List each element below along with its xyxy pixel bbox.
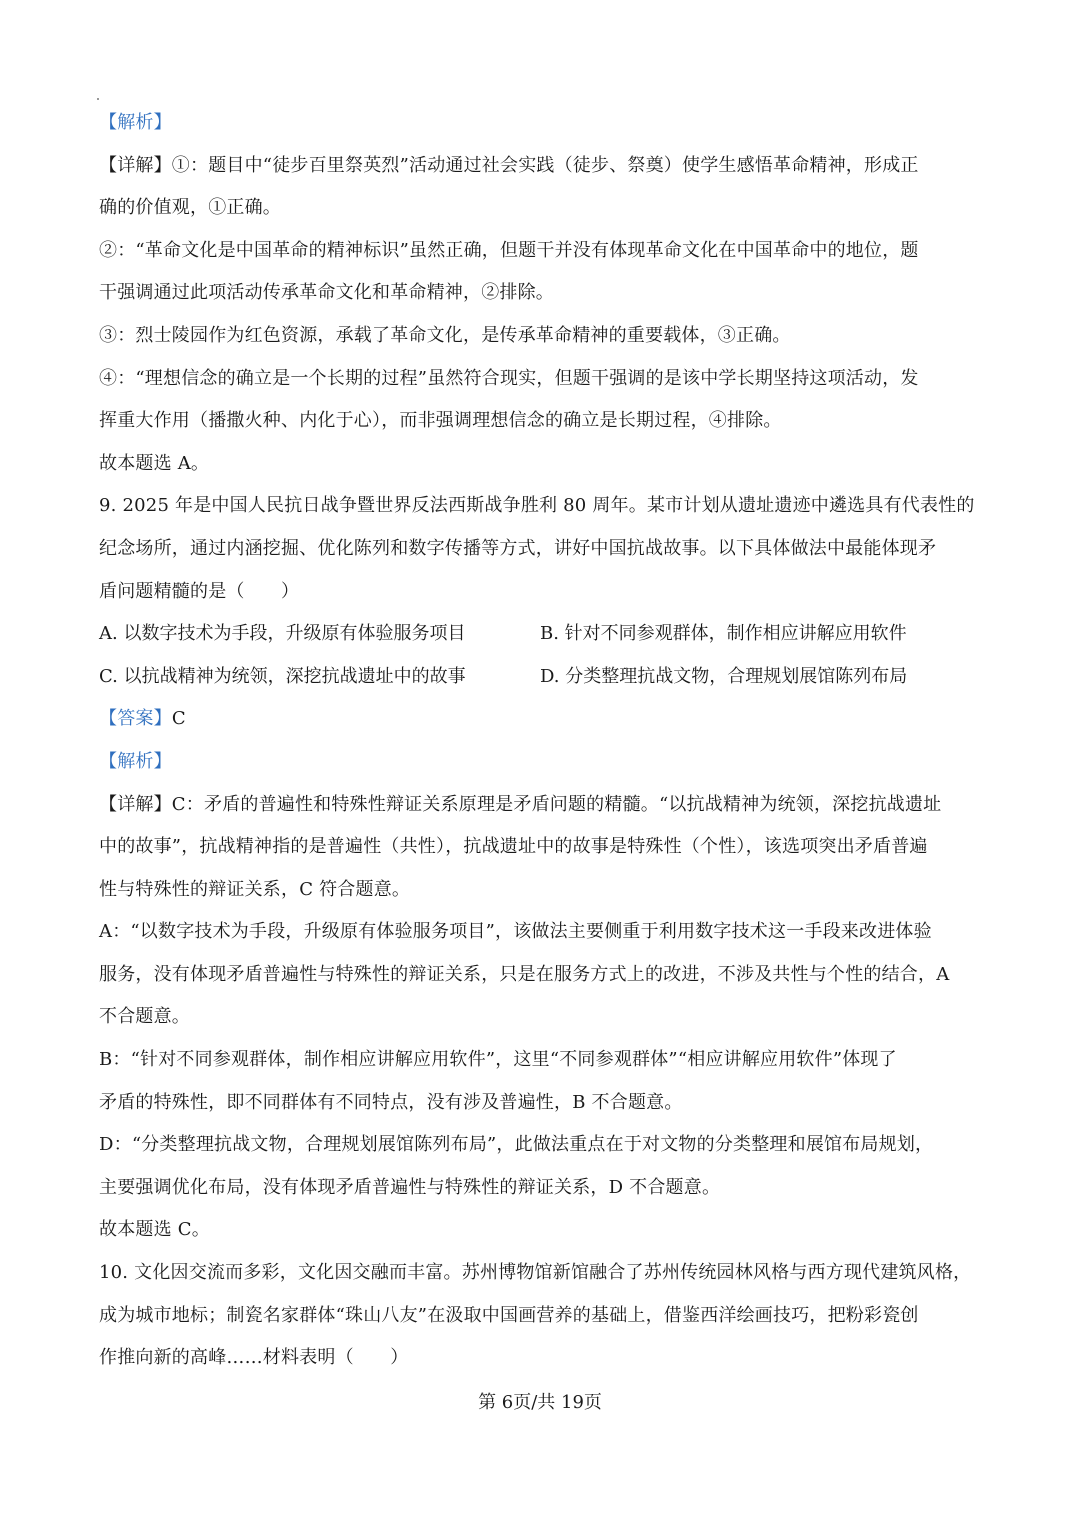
text-line bbox=[99, 869, 983, 912]
line-text: 成为城市地标；制瓷名家群体“珠山八友”在汲取中国画营养的基础上，借鉴西洋绘画技巧，把粉彩瓷创 bbox=[99, 1304, 919, 1326]
answer-tag: 【答案】 bbox=[99, 708, 172, 730]
line-text: 中的故事”，抗战精神指的是普遍性（共性），抗战遗址中的故事是特殊性（个性），该选项突出矛盾普遍 bbox=[99, 836, 928, 858]
line-text: ③：烈士陵园作为红色资源，承载了革命文化，是传承革命精神的重要载体，③正确。 bbox=[99, 324, 791, 346]
text-line bbox=[99, 443, 983, 486]
text-line bbox=[99, 230, 983, 273]
text-line bbox=[99, 1167, 983, 1210]
line-text: ②：“革命文化是中国革命的精神标识”虽然正确，但题干并没有体现革命文化在中国革命中的地位，题 bbox=[99, 239, 919, 261]
text-line bbox=[99, 187, 983, 230]
line-text: 干强调通过此项活动传承革命文化和革命精神，②排除。 bbox=[99, 282, 554, 304]
line-text: 确的价值观，①正确。 bbox=[99, 197, 281, 219]
text-line bbox=[99, 1039, 983, 1082]
option-c: C. 以抗战精神为统领，深挖抗战遗址中的故事 bbox=[99, 665, 466, 687]
text-line bbox=[99, 784, 983, 827]
text-line bbox=[99, 571, 983, 614]
line-text: A：“以数字技术为手段，升级原有体验服务项目”，该做法主要侧重于利用数字技术这一手段来改进体验 bbox=[99, 921, 932, 943]
options-row bbox=[99, 613, 983, 656]
page-mark bbox=[97, 98, 99, 100]
line-text: 服务，没有体现矛盾普遍性与特殊性的辩证关系，只是在服务方式上的改进，不涉及共性与个性的结合，A bbox=[99, 963, 950, 985]
text-line bbox=[99, 1252, 983, 1295]
text-line bbox=[99, 911, 983, 954]
answer-line bbox=[99, 698, 983, 741]
line-text: 作推向新的高峰……材料表明（ ） bbox=[99, 1347, 409, 1369]
section-tag: 【解析】 bbox=[99, 112, 172, 133]
text-line bbox=[99, 1082, 983, 1125]
line-text: D：“分类整理抗战文物，合理规划展馆陈列布局”，此做法重点在于对文物的分类整理和展馆布局规划， bbox=[99, 1134, 934, 1156]
question-9-options bbox=[99, 613, 983, 698]
line-text: 9. 2025 年是中国人民抗日战争暨世界反法西斯战争胜利 80 周年。某市计划从遗址遗迹中遴选具有代表性的 bbox=[99, 495, 975, 517]
answer-value: C bbox=[171, 708, 186, 730]
options-row bbox=[99, 656, 983, 699]
line-text: 【详解】C：矛盾的普遍性和特殊性辩证关系原理是矛盾问题的精髓。“以抗战精神为统领，深挖抗战遗址 bbox=[99, 793, 942, 815]
text-line bbox=[99, 1295, 983, 1338]
text-line bbox=[99, 1337, 983, 1380]
line-text: 故本题选 A。 bbox=[99, 452, 210, 474]
document-body bbox=[99, 102, 983, 1380]
text-line bbox=[99, 145, 983, 188]
text-line bbox=[99, 741, 983, 784]
text-line bbox=[99, 826, 983, 869]
text-line bbox=[99, 954, 983, 997]
text-line bbox=[99, 358, 983, 401]
text-line bbox=[99, 1209, 983, 1252]
option-b: B. 针对不同参观群体，制作相应讲解应用软件 bbox=[540, 623, 907, 645]
line-text: 主要强调优化布局，没有体现矛盾普遍性与特殊性的辩证关系，D 不合题意。 bbox=[99, 1176, 721, 1198]
option-a: A. 以数字技术为手段，升级原有体验服务项目 bbox=[99, 623, 466, 645]
text-line bbox=[99, 485, 983, 528]
text-line bbox=[99, 315, 983, 358]
section-tag: 【解析】 bbox=[99, 750, 172, 772]
line-text: 性与特殊性的辩证关系，C 符合题意。 bbox=[99, 878, 411, 900]
line-text: 盾问题精髓的是（ ） bbox=[99, 580, 300, 602]
line-text: 【详解】①：题目中“徒步百里祭英烈”活动通过社会实践（徒步、祭奠）使学生感悟革命精神，形成正 bbox=[99, 154, 919, 176]
text-line bbox=[99, 996, 983, 1039]
line-text: 10. 文化因交流而多彩，文化因交融而丰富。苏州博物馆新馆融合了苏州传统园林风格与西方现代建筑风格， bbox=[99, 1262, 972, 1284]
page-footer: 第 6页/共 19页 bbox=[478, 1392, 602, 1413]
text-line bbox=[99, 102, 983, 145]
line-text: ④：“理想信念的确立是一个长期的过程”虽然符合现实，但题干强调的是该中学长期坚持这项活动，发 bbox=[99, 367, 919, 389]
text-line bbox=[99, 272, 983, 315]
line-text: 纪念场所，通过内涵挖掘、优化陈列和数字传播等方式，讲好中国抗战故事。以下具体做法中最能体现矛 bbox=[99, 537, 937, 559]
text-line bbox=[99, 1124, 983, 1167]
line-text: 挥重大作用（播撒火种、内化于心），而非强调理想信念的确立是长期过程，④排除。 bbox=[99, 410, 782, 432]
line-text: 故本题选 C。 bbox=[99, 1219, 210, 1241]
analysis-block-q9 bbox=[99, 741, 983, 1380]
analysis-block-q8 bbox=[99, 102, 983, 613]
line-text: 不合题意。 bbox=[99, 1006, 190, 1028]
line-text: 矛盾的特殊性，即不同群体有不同特点，没有涉及普遍性，B 不合题意。 bbox=[99, 1091, 683, 1113]
text-line bbox=[99, 400, 983, 443]
text-line bbox=[99, 528, 983, 571]
option-d: D. 分类整理抗战文物，合理规划展馆陈列布局 bbox=[540, 665, 908, 687]
line-text: B：“针对不同参观群体，制作相应讲解应用软件”，这里“不同参观群体”“相应讲解应用软件”体现了 bbox=[99, 1049, 897, 1071]
